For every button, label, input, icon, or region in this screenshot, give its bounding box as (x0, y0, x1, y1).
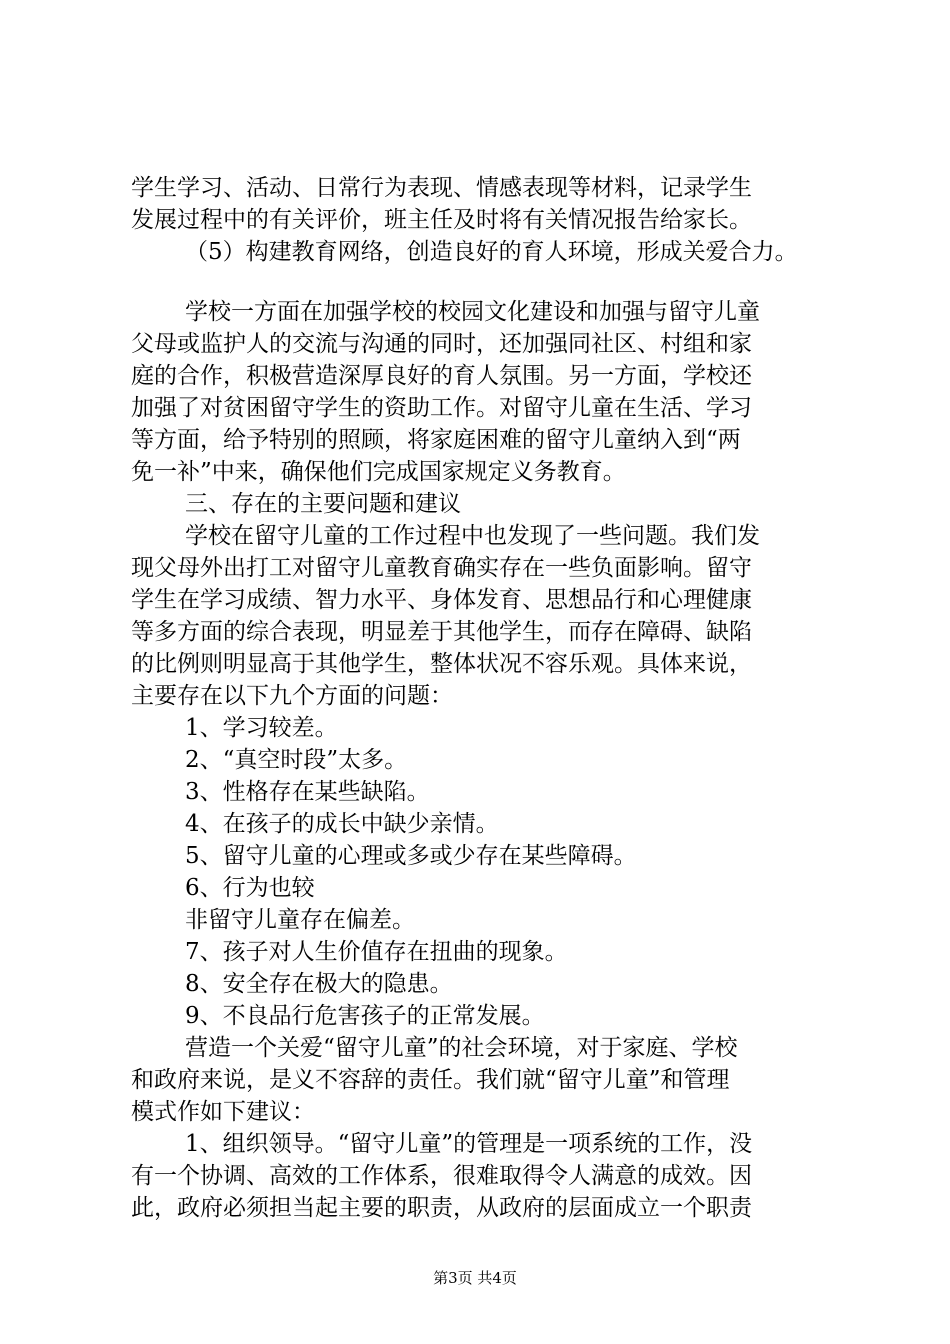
paragraph-gap (131, 268, 831, 296)
text-line: 庭的合作，积极营造深厚良好的育人氛围。另一方面，学校还 (131, 363, 752, 389)
text-line: 非留守儿童存在偏差。 (185, 907, 415, 933)
text-line: 1、组织领导。“留守儿童”的管理是一项系统的工作，没 (185, 1131, 753, 1157)
list-item: 4、在孩子的成长中缺少亲情。 (185, 811, 499, 837)
text-line: 父母或监护人的交流与沟通的同时，还加强同社区、村组和家 (131, 331, 752, 357)
text-line: 发展过程中的有关评价，班主任及时将有关情况报告给家长。 (131, 207, 752, 233)
list-item: 3、性格存在某些缺陷。 (185, 779, 430, 805)
list-item: 7、孩子对人生价值存在扭曲的现象。 (185, 939, 568, 965)
list-item: 9、不良品行危害孩子的正常发展。 (185, 1003, 545, 1029)
page-number: 第3页 共4页 (433, 1269, 517, 1287)
text-line: 模式作如下建议： (131, 1099, 315, 1125)
text-line: 现父母外出打工对留守儿童教育确实存在一些负面影响。留守 (131, 555, 752, 581)
text-line: 等方面，给予特别的照顾，将家庭困难的留守儿童纳入到“两 (131, 427, 741, 453)
text-line: 的比例则明显高于其他学生，整体状况不容乐观。具体来说， (131, 651, 752, 677)
section-heading: 三、存在的主要问题和建议 (185, 491, 461, 517)
text-line: 和政府来说，是义不容辞的责任。我们就“留守儿童”和管理 (131, 1067, 730, 1093)
list-item: 5、留守儿童的心理或多或少存在某些障碍。 (185, 843, 637, 869)
text-line: 营造一个关爱“留守儿童”的社会环境，对于家庭、学校 (185, 1035, 738, 1061)
document-body (131, 172, 831, 1224)
text-line: 免一补”中来，确保他们完成国家规定义务教育。 (131, 459, 626, 485)
text-line: 主要存在以下九个方面的问题： (131, 683, 453, 709)
text-line: 学校在留守儿童的工作过程中也发现了一些问题。我们发 (185, 523, 760, 549)
list-item: 1、学习较差。 (185, 715, 338, 741)
page-footer (0, 1268, 950, 1288)
text-line: 学生在学习成绩、智力水平、身体发育、思想品行和心理健康 (131, 587, 752, 613)
text-line: 有一个协调、高效的工作体系，很难取得令人满意的成效。因 (131, 1163, 752, 1189)
text-line: 学生学习、活动、日常行为表现、情感表现等材料，记录学生 (131, 175, 752, 201)
text-line: 此，政府必须担当起主要的职责，从政府的层面成立一个职责 (131, 1195, 752, 1221)
list-item: 8、安全存在极大的隐患。 (185, 971, 453, 997)
text-line: 加强了对贫困留守学生的资助工作。对留守儿童在生活、学习 (131, 395, 752, 421)
list-item: 2、“真空时段”太多。 (185, 747, 408, 773)
text-line: （5）构建教育网络，创造良好的育人环境，形成关爱合力。 (185, 239, 798, 265)
list-item: 6、行为也较 (185, 875, 315, 901)
text-line: 等多方面的综合表现，明显差于其他学生，而存在障碍、缺陷 (131, 619, 752, 645)
text-line: 学校一方面在加强学校的校园文化建设和加强与留守儿童 (185, 299, 760, 325)
